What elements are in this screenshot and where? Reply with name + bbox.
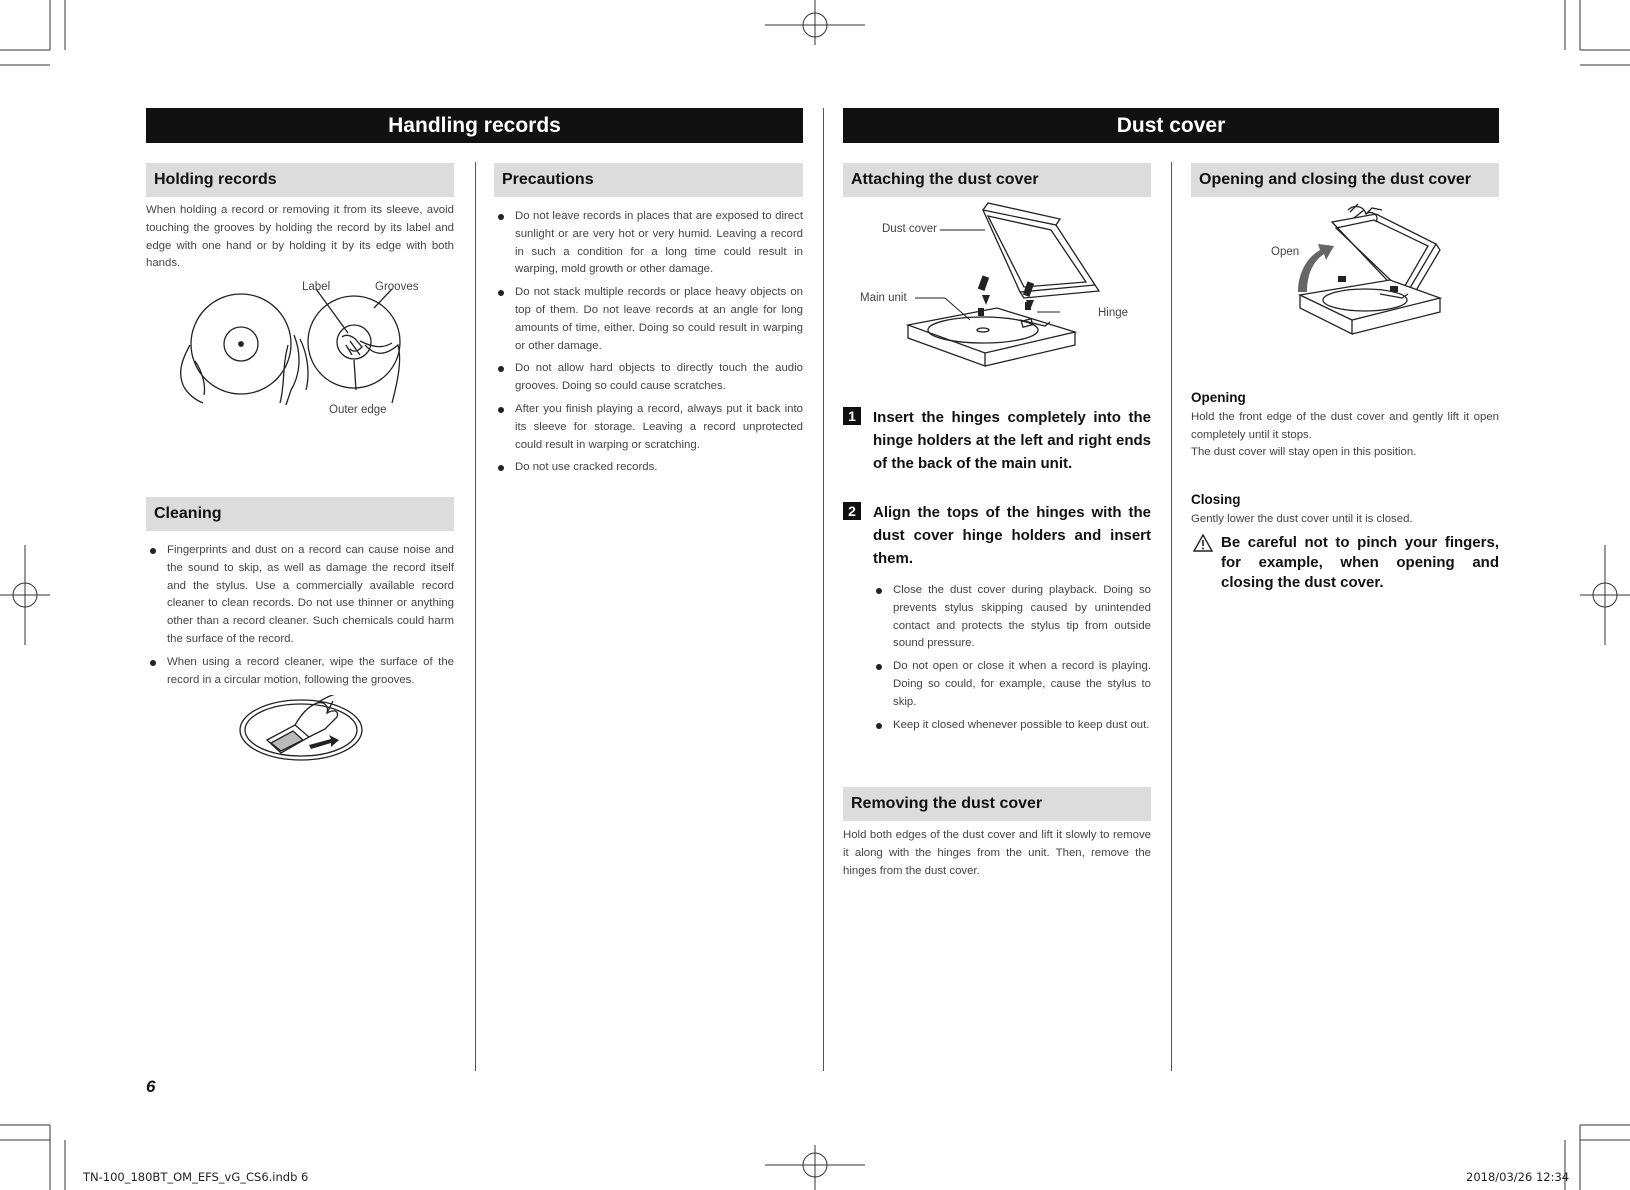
main-unit-callout: Main unit [860,292,907,304]
closing-text: Gently lower the dust cover until it is closed. [1191,513,1413,525]
list-item: Fingerprints and dust on a record can cause noise and the sound to skip, as well as damage the record itself and the stylus. Use a commercially available record cleaner to clean records. Do not use thinner or anything other than a record cleaner. Such chemicals could harm the surface of the record. [146,542,454,649]
step-number: 2 [843,502,861,520]
list-item: Do not use cracked records. [494,459,803,477]
cleaning-list [146,542,454,694]
step-instruction: Insert the hinges completely into the hinge holders at the left and right ends of the back of the main unit. [873,409,1151,472]
precautions-heading: Precautions [494,163,803,197]
step-number: 1 [843,407,861,425]
file-slug: TN-100_180BT_OM_EFS_vG_CS6.indb 6 [83,1170,309,1184]
dust-cover-notes [872,582,1151,739]
list-item: After you finish playing a record, always put it back into its sleeve for storage. Leaving a record unprotected could result in warping or scratching. [494,401,803,454]
opening-heading: Opening [1191,390,1246,405]
list-item: Keep it closed whenever possible to keep dust out. [872,717,1151,735]
list-item: Do not stack multiple records or place heavy objects on top of them. Do not leave records at an angle for long amounts of time, either. Doing so could result in warping or other damage. [494,284,803,355]
cleaning-heading: Cleaning [146,497,454,531]
list-item: Do not leave records in places that are exposed to direct sunlight or are very hot or very humid. Leaving a record in such a condition for a long time could result in warping, mold growth or other damage. [494,208,803,279]
record-cleaning-illustration [235,695,370,770]
grooves-callout: Grooves [375,281,419,293]
column-divider [475,162,476,1071]
attaching-dust-cover-heading: Attaching the dust cover [843,163,1151,197]
handling-records-banner: Handling records [146,108,803,143]
warning-text: Be careful not to pinch your fingers, for example, when opening and closing the dust cover. [1221,534,1499,591]
removing-dust-cover-text: Hold both edges of the dust cover and lift it slowly to remove it along with the hinges from the unit. Then, remove the hinges from the dust cover. [843,829,1151,877]
list-item: Do not allow hard objects to directly touch the audio grooves. Doing so could cause scratches. [494,360,803,396]
list-item: When using a record cleaner, wipe the surface of the record in a circular motion, following the grooves. [146,654,454,690]
warning-icon [1193,534,1213,552]
hinge-callout: Hinge [1098,307,1129,319]
holding-records-text: When holding a record or removing it from its sleeve, avoid touching the grooves by holding the record by its label and edge with one hand or by holding it by its edge with both hands. [146,204,454,270]
precautions-list [494,208,803,482]
dust-cover-callout: Dust cover [882,223,937,235]
closing-heading: Closing [1191,492,1241,507]
opening-note: The dust cover will stay open in this position. [1191,446,1417,458]
label-callout: Label [302,281,331,293]
open-callout: Open [1271,246,1300,258]
opening-closing-heading: Opening and closing the dust cover [1191,163,1499,197]
step-instruction: Align the tops of the hinges with the dust cover hinge holders and insert them. [873,504,1151,567]
list-item: Do not open or close it when a record is playing. Doing so could, for example, cause the stylus to skip. [872,658,1151,711]
page-number: 6 [146,1077,156,1096]
print-timestamp: 2018/03/26 12:34 [1466,1170,1570,1184]
dust-cover-banner: Dust cover [843,108,1499,143]
holding-record-illustration [160,275,420,410]
holding-records-heading: Holding records [146,163,454,197]
column-divider [1171,162,1172,1071]
list-item: Close the dust cover during playback. Doing so prevents stylus skipping caused by unintended contact and protects the stylus tip from outside sound pressure. [872,582,1151,653]
outer-edge-callout: Outer edge [329,404,387,416]
opening-text: Hold the front edge of the dust cover and gently lift it open completely until it stops. [1191,411,1499,441]
page-divider [823,108,824,1071]
removing-dust-cover-heading: Removing the dust cover [843,787,1151,821]
